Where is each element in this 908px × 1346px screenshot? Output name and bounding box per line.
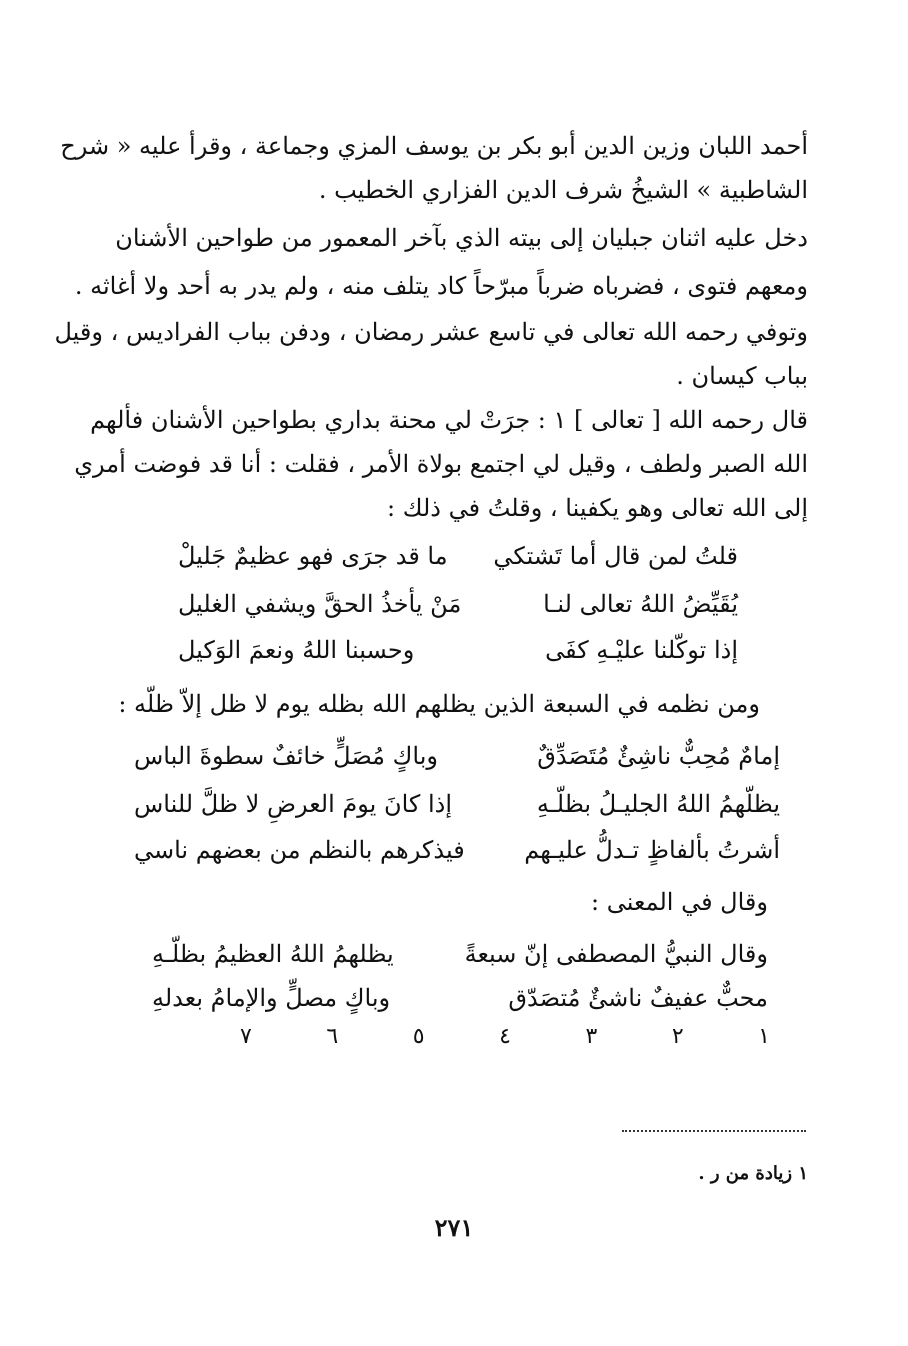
number-marker: ٢ — [671, 1024, 684, 1049]
verse-second-hemistich: وباكٍ مُصَلٍّ خائفٌ سطوةَ الباس — [134, 742, 438, 770]
paragraph-line: قال رحمه الله [ تعالى ] ١ : جرَتْ لي محنة بداري بطواحين الأشنان فألهم — [90, 406, 808, 434]
poem-verse — [152, 978, 768, 1018]
footnote-separator — [622, 1130, 806, 1132]
poem-verse — [134, 830, 780, 870]
number-marker: ١ — [758, 1024, 770, 1049]
poem-verse — [178, 584, 738, 624]
verse-first-hemistich: وقال النبيُّ المصطفى إنّ سبعةً — [464, 940, 768, 968]
verse-numbering — [240, 1020, 770, 1054]
paragraph-line: بباب كيسان . — [676, 362, 808, 390]
verse-first-hemistich: يظلّهمُ اللهُ الجليـلُ بظلّـهِ — [536, 790, 780, 818]
verse-first-hemistich: محبٌّ عفيفٌ ناشئٌ مُتصَدّق — [508, 984, 768, 1012]
footnote: ١ زيادة من ر . — [698, 1163, 808, 1184]
number-marker: ٧ — [240, 1024, 252, 1049]
verse-second-hemistich: مَنْ يأخذُ الحقَّ ويشفي الغليل — [178, 590, 462, 618]
verse-second-hemistich: ما قد جرَى فهو عظيمٌ جَليلْ — [178, 542, 448, 570]
verse-second-hemistich: إذا كانَ يومَ العرضِ لا ظلَّ للناس — [134, 790, 452, 818]
verse-second-hemistich: وباكٍ مصلٍّ والإمامُ بعدلهِ — [152, 984, 391, 1012]
poem-intro: ومن نظمه في السبعة الذين يظلهم الله بظله يوم لا ظل إلاّ ظلّه : — [118, 690, 760, 718]
paragraph-line: إلى الله تعالى وهو يكفينا ، وقلتُ في ذلك : — [387, 494, 808, 522]
paragraph-line: وتوفي رحمه الله تعالى في تاسع عشر رمضان ، ودفن بباب الفراديس ، وقيل — [54, 318, 808, 346]
paragraph-line: ومعهم فتوى ، فضرباه ضرباً مبرّحاً كاد يتلف منه ، ولم يدر به أحد ولا أغاثه . — [74, 272, 808, 300]
number-marker: ٥ — [412, 1024, 425, 1049]
number-marker: ٤ — [499, 1024, 511, 1049]
verse-second-hemistich: وحسبنا اللهُ ونعمَ الوَكيل — [178, 636, 415, 664]
verse-second-hemistich: يظلهمُ اللهُ العظيمُ بظلّـهِ — [152, 940, 394, 968]
poem-intro: وقال في المعنى : — [591, 888, 768, 916]
verse-second-hemistich: فيذكرهم بالنظم من بعضهم ناسي — [134, 836, 465, 864]
verse-first-hemistich: إذا توكّلنا عليْـهِ كفَى — [545, 636, 738, 664]
poem-verse — [134, 736, 780, 776]
paragraph-line: الشاطبية » الشيخُ شرف الدين الفزاري الخطيب . — [318, 176, 808, 204]
number-marker: ٣ — [585, 1024, 598, 1049]
verse-first-hemistich: إمامٌ مُحِبٌّ ناشِئٌ مُتَصَدِّقٌ — [537, 742, 780, 770]
verse-first-hemistich: يُقَيِّضُ اللهُ تعالى لنـا — [543, 590, 738, 618]
paragraph-line: دخل عليه اثنان جبليان إلى بيته الذي بآخر المعمور من طواحين الأشنان — [115, 224, 808, 252]
page-number: ٢٧١ — [434, 1213, 474, 1242]
verse-first-hemistich: أشرتُ بألفاظٍ تـدلُّ عليـهم — [524, 836, 780, 864]
poem-verse — [178, 536, 738, 576]
verse-first-hemistich: قلتُ لمن قال أما تَشتكي — [493, 542, 738, 570]
paragraph-line: الله الصبر ولطف ، وقيل لي اجتمع بولاة الأمر ، فقلت : أنا قد فوضت أمري — [74, 450, 808, 478]
poem-verse — [178, 630, 738, 670]
number-marker: ٦ — [326, 1024, 339, 1049]
paragraph-line: أحمد اللبان وزين الدين أبو بكر بن يوسف المزي وجماعة ، وقرأ عليه « شرح — [60, 132, 808, 160]
poem-verse — [134, 784, 780, 824]
poem-verse — [152, 934, 768, 974]
